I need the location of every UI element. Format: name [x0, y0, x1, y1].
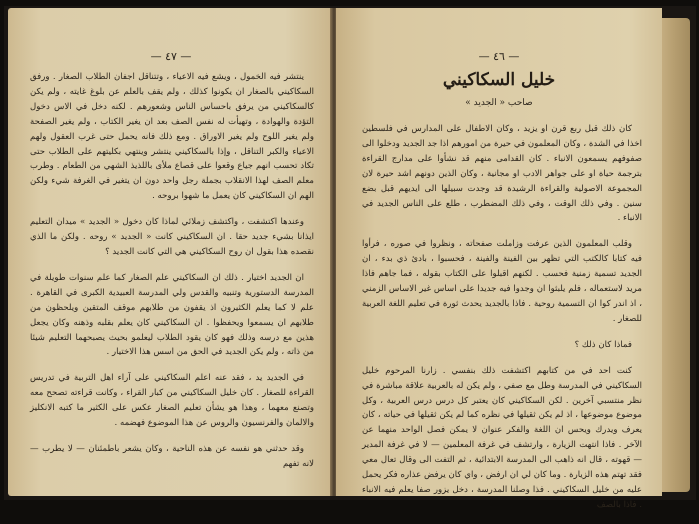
chapter-title: خليل السكاكيني	[442, 70, 556, 90]
paragraph: ينتشر فيه الخمول ، ويشع فيه الاعياء ، وتتناقل اجفان الطلاب الصغار . ورفق السكاكيني بالصغار ان يكونوا كذلك ، ولم يقف بالعلم عن بلوغ غايته ، ولم يكن كالسكاكيني من يرفق باحساس الناس وشعورهم . لكنه دخل في الاس دخول التؤدة والهوادة ، وتهيأت له نفس الصف بعد ان يغير الكتاب ، ولم يغير الصفحة ولم يغير اللوح ولم يغير الاوراق . ومع ذلك فانه يحمل حتى غرب العقول ولهم الاعياء والكبر التناقل ، وإذا بالسكاكيني ينتشر وينتهي بكليتهم على الطلاب حتى تكاد تحسب انهم جياع وقعوا على قصاع ملأى باللذيذ الشهي من الطعام . وطرب معلم الصف لهذا الانقلاب بجملة رجل واحد دون ان يتغير في الغرفة شيء ولكن الهم ان السكاكيني كان يعمل ما شهوا بروحه .	[30, 72, 314, 202]
paragraph: كان ذلك قبل ربع قرن او يزيد ، وكان الاطفال على المدارس في فلسطين اخذا في الشدة ، وكان المعلمون في حيرة من امورهم اذا جد الجديد ودخلوا الى صفوفهم يسمعون الانباء . كان القدامى منهم قد نشأوا على مدارج القراءة بترجمة حياة او على جواهر الادب او مجانية ، وكان الذين دونهم اشد حيرة لان المجموعة الاصولية والقراءة الرشيدة قد وجدت سبيلها الى ايديهم قبل بضع سنين . وفي ذلك الوقت ، وفي ذلك المضطرب ، طلع على الناس الجديد في الانباء .	[362, 124, 642, 224]
page-number: — ٤٧ —	[150, 50, 192, 63]
paragraph: كنت احد في من كتابهم اكتشفت ذلك بنفسي . زارنا المرحوم خليل السكاكيني في المدرسة وطل مع صفي ، ولم يكن له بالعربية علاقة مباشرة في نظر منتسبي آخرين . لكن السكاكيني كان يعتبر كل درس درس العربية ، وكل موضوع موضوعها ، اذ لم يكن ثقيلها في نظره كما لم يكن ثقيلها في حياته ، كان يعرف ويدرك ويحس ان اللغة والفكر عنوان لا يمكن فصل الواحد منهما عن الآخر . فاذا انتهت الزيارة ، وارتشف في غرفة المعلمين — لا في غرفة المدير — قهوته ، قال انه ذاهب الى المدرسة الابتدائية ، ثم التفت الى وقال تعال معي فقد تهتم هذه الزيارة . وما كان لي ان ارفض ، واي كان يرفض عذاره فكر يحمل عليه من خليل السكاكيني . فذا وصلنا المدرسة ، دخل يزور صفا يعلم فيه الانباء . فاذا بالصف	[362, 365, 642, 510]
page-number: — ٤٦ —	[478, 50, 520, 63]
body-text	[362, 122, 642, 524]
page-stack-edge	[662, 18, 690, 492]
paragraph: في الجديد يد ، فقد عنه اعلم السكاكيني على آراء اهل التربية في تدريس القراءة للصغار . كان خليل السكاكيني من كبار القراء ، وكانت قراءته تصحح معه وتصنع معهما ، وهذا هو يشأن تعليم الصغار عكس على الكثير ما كتبه الانكليز والالمان والفرنسيون والروس عن هذا الموضوع فهضمه .	[30, 373, 314, 429]
paragraph: وعندها اكتشفت ، واكتشف زملائي لماذا كان دخول « الجديد » ميدان التعليم ايذانا بشيء جديد حقا . ان السكاكيني كانت « الجديد » روحه . ولكن ما الذي نقصده هذا بقول ان روح السكاكيني هي التي كانت الجديد ؟	[30, 217, 314, 257]
right-page	[336, 8, 662, 510]
paragraph: وقلب المعلمون الذين عرفت وزاملت صفحاته ، ونظروا في صوره ، فرأوا فيه كتابا كالكتب التي تظهر بين الفينة والفينة ، فحسبوا ، بادئ ذي بدء ، ان الجديد تسمية زمنية فحسب . لكنهم اقبلوا على الكتاب بقوله ، فما جاهم فاذا مريد لاستعماله ، فلم يلبثوا ان وجدوا فيه جديدا على اساس غير الاساس الزمني ، اذ اندر كوا ان التسمية روحية . فاذا بالجديد يحدث ثورة في تعليم اللغة العربية للصغار .	[362, 239, 642, 324]
paragraph: ان الجديد اختيار . ذلك ان السكاكيني علم الصغار كما علم سنوات طويلة في المدرسة الدستورية وتنبيه والقدس ولي المدرسة العبيدية الكبرى في القاهرة . علم لا كما يعلم الكثيرون اذ يقفون من طلابهم موقف المتقين ويلحظون من طلابهم ان يسمعوا ويحفظوا . ان السكاكيني كان يعلم بقلبه وذهنه وكان يجعل هذين مع درسه وذلك فهو كان يقود الطلاب ليعلمو بحيث يصبحهما التعليم شيئا من ذاته ، ولم يكن الجديد في الحق من اسس هذا الاختيار .	[30, 272, 314, 358]
body-text	[30, 70, 314, 483]
chapter-subtitle: صاحب « الجديد »	[465, 98, 533, 108]
left-page	[8, 8, 334, 496]
paragraph: فماذا كان ذلك ؟	[574, 339, 632, 350]
paragraph: وقد حدثني هو نفسه عن هذه الناحية ، وكان يشعر باطمئنان — لا يطرب — لانه تفهم	[30, 443, 314, 469]
book-spread	[4, 6, 696, 510]
